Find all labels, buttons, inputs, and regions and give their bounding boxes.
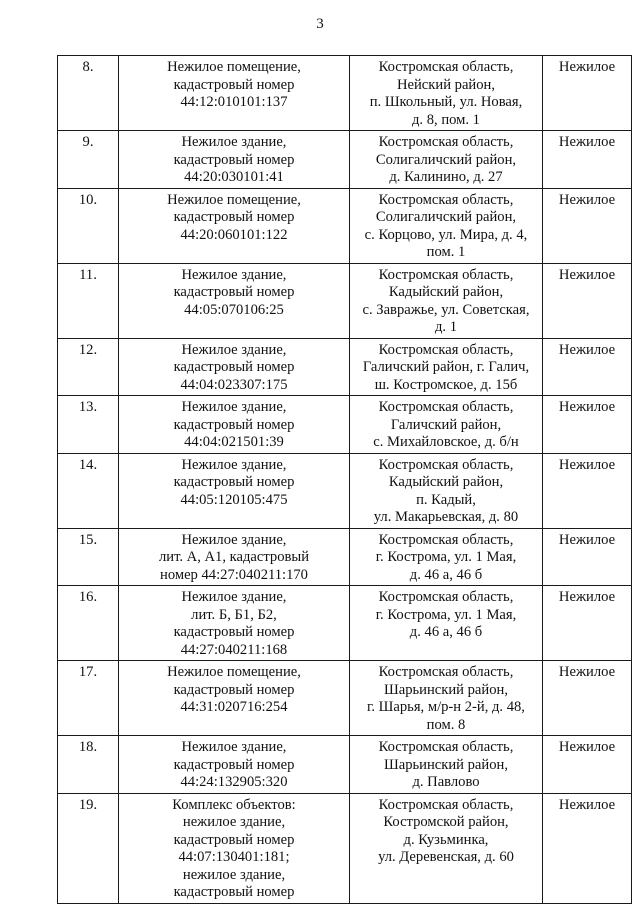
row-number: 11. xyxy=(58,263,119,338)
object-line: Нежилое помещение, xyxy=(167,664,301,680)
address-line: Шарьинский район, xyxy=(384,681,508,698)
property-table xyxy=(57,55,632,904)
object-line: кадастровый номер xyxy=(173,884,295,900)
object-description xyxy=(119,188,350,263)
object-line: 44:04:021501:39 xyxy=(184,434,284,450)
object-address xyxy=(350,56,543,131)
object-line: кадастровый номер xyxy=(173,284,295,300)
row-number: 8. xyxy=(58,56,119,131)
row-number: 15. xyxy=(58,528,119,586)
object-type: Нежилое xyxy=(543,793,632,903)
object-line: кадастровый номер xyxy=(173,416,295,433)
address-line: Костромская область, xyxy=(378,266,514,283)
address-line: Шарьинский район, xyxy=(384,756,508,773)
table-row xyxy=(58,263,632,338)
row-number: 18. xyxy=(58,736,119,794)
table-row xyxy=(58,453,632,528)
object-type: Нежилое xyxy=(543,661,632,736)
object-address xyxy=(350,263,543,338)
address-line: г. Кострома, ул. 1 Мая, xyxy=(375,549,517,565)
object-address xyxy=(350,793,543,903)
page-number: 3 xyxy=(316,16,324,32)
address-line: Костромская область, xyxy=(378,399,514,415)
object-line: 44:20:030101:41 xyxy=(184,169,284,185)
object-line: кадастровый номер xyxy=(173,756,295,773)
address-line: д. Кузьминка, xyxy=(403,831,489,848)
object-line: кадастровый номер xyxy=(173,209,295,225)
object-type: Нежилое xyxy=(543,263,632,338)
address-line: Костромская область, xyxy=(378,59,514,75)
object-line: кадастровый номер xyxy=(173,359,295,375)
address-line: Галичский район, xyxy=(390,416,502,433)
object-description xyxy=(119,736,350,794)
object-line: Нежилое здание, xyxy=(181,589,287,605)
object-line: Нежилое здание, xyxy=(181,341,287,358)
address-line: Костромская область, xyxy=(378,739,514,755)
row-number: 9. xyxy=(58,131,119,189)
row-number: 10. xyxy=(58,188,119,263)
object-address xyxy=(350,338,543,396)
object-address xyxy=(350,396,543,454)
object-type: Нежилое xyxy=(543,453,632,528)
address-line: Галичский район, г. Галич, xyxy=(362,359,530,375)
object-type: Нежилое xyxy=(543,528,632,586)
object-description xyxy=(119,528,350,586)
object-address xyxy=(350,736,543,794)
address-line: Костромской район, xyxy=(383,814,509,830)
address-line: д. 8, пом. 1 xyxy=(412,111,480,128)
object-line: Нежилое помещение, xyxy=(167,59,301,75)
object-line: 44:31:020716:254 xyxy=(180,699,288,715)
address-line: Костромская область, xyxy=(378,796,514,813)
object-type: Нежилое xyxy=(543,736,632,794)
object-line: Комплекс объектов: xyxy=(172,796,296,813)
row-number: 19. xyxy=(58,793,119,903)
address-line: д. Калинино, д. 27 xyxy=(389,169,503,185)
table-row xyxy=(58,131,632,189)
object-line: кадастровый номер xyxy=(173,76,295,93)
address-line: Солигаличский район, xyxy=(375,151,517,168)
table-row xyxy=(58,396,632,454)
table-row xyxy=(58,528,632,586)
address-line: г. Кострома, ул. 1 Мая, xyxy=(375,606,517,623)
object-description xyxy=(119,453,350,528)
address-line: с. Завражье, ул. Советская, xyxy=(362,301,530,318)
object-line: Нежилое помещение, xyxy=(167,191,301,208)
object-description xyxy=(119,338,350,396)
object-line: Нежилое здание, xyxy=(181,399,287,415)
table-row xyxy=(58,736,632,794)
object-description xyxy=(119,263,350,338)
table-row xyxy=(58,56,632,131)
object-address xyxy=(350,131,543,189)
address-line: ул. Макарьевская, д. 80 xyxy=(373,509,519,525)
address-line: с. Михайловское, д. б/н xyxy=(373,434,519,450)
object-line: 44:05:070106:25 xyxy=(184,301,284,318)
object-line: кадастровый номер xyxy=(173,681,295,698)
object-type: Нежилое xyxy=(543,338,632,396)
object-line: номер 44:27:040211:170 xyxy=(160,566,308,583)
object-address xyxy=(350,188,543,263)
row-number: 12. xyxy=(58,338,119,396)
address-line: д. Павлово xyxy=(412,774,480,790)
object-line: нежилое здание, xyxy=(182,866,286,883)
object-line: кадастровый номер xyxy=(173,474,295,490)
object-line: Нежилое здание, xyxy=(181,456,287,473)
object-address xyxy=(350,586,543,661)
address-line: пом. 8 xyxy=(426,716,466,733)
object-type: Нежилое xyxy=(543,396,632,454)
address-line: пом. 1 xyxy=(426,244,466,260)
object-address xyxy=(350,661,543,736)
object-description xyxy=(119,396,350,454)
address-line: Костромская область, xyxy=(378,191,514,208)
object-address xyxy=(350,528,543,586)
object-type: Нежилое xyxy=(543,131,632,189)
object-line: нежилое здание, xyxy=(182,814,286,830)
object-line: кадастровый номер xyxy=(173,831,295,848)
table-row xyxy=(58,338,632,396)
table-row xyxy=(58,586,632,661)
address-line: Костромская область, xyxy=(378,341,514,358)
address-line: п. Школьный, ул. Новая, xyxy=(369,94,523,110)
address-line: Костромская область, xyxy=(378,456,514,473)
address-line: ш. Костромское, д. 15б xyxy=(374,376,518,393)
address-line: д. 1 xyxy=(434,319,458,335)
address-line: Костромская область, xyxy=(378,664,514,680)
object-line: 44:05:120105:475 xyxy=(180,491,288,508)
address-line: г. Шарья, м/р-н 2-й, д. 48, xyxy=(367,699,525,715)
object-line: 44:27:040211:168 xyxy=(180,641,288,658)
object-line: лит. А, А1, кадастровый xyxy=(158,549,310,565)
object-line: 44:20:060101:122 xyxy=(180,226,288,243)
object-type: Нежилое xyxy=(543,188,632,263)
address-line: д. 46 а, 46 б xyxy=(409,566,483,583)
object-line: Нежилое здание, xyxy=(181,739,287,755)
address-line: Костромская область, xyxy=(378,589,514,605)
object-line: Нежилое здание, xyxy=(181,531,287,548)
object-description xyxy=(119,56,350,131)
object-type: Нежилое xyxy=(543,586,632,661)
object-line: Нежилое здание, xyxy=(181,134,287,150)
address-line: Кадыйский район, xyxy=(388,284,504,300)
address-line: Костромская область, xyxy=(378,134,514,150)
address-line: с. Корцово, ул. Мира, д. 4, xyxy=(364,226,528,243)
object-description xyxy=(119,661,350,736)
object-line: кадастровый номер xyxy=(173,151,295,168)
object-line: лит. Б, Б1, Б2, xyxy=(191,606,277,623)
table-row xyxy=(58,793,632,903)
property-table-body xyxy=(58,56,632,904)
object-description xyxy=(119,586,350,661)
address-line: ул. Деревенская, д. 60 xyxy=(378,849,514,865)
object-description xyxy=(119,131,350,189)
address-line: Нейский район, xyxy=(396,76,495,93)
object-description xyxy=(119,793,350,903)
address-line: д. 46 а, 46 б xyxy=(409,624,483,640)
table-row xyxy=(58,188,632,263)
object-line: 44:12:010101:137 xyxy=(180,94,288,110)
object-line: 44:24:132905:320 xyxy=(180,774,288,790)
row-number: 16. xyxy=(58,586,119,661)
table-row xyxy=(58,661,632,736)
row-number: 14. xyxy=(58,453,119,528)
row-number: 17. xyxy=(58,661,119,736)
row-number: 13. xyxy=(58,396,119,454)
address-line: Солигаличский район, xyxy=(375,209,517,225)
object-line: Нежилое здание, xyxy=(181,266,287,283)
object-address xyxy=(350,453,543,528)
address-line: Кадыйский район, xyxy=(388,474,504,490)
object-line: кадастровый номер xyxy=(173,624,295,640)
object-type: Нежилое xyxy=(543,56,632,131)
address-line: Костромская область, xyxy=(378,531,514,548)
object-line: 44:07:130401:181; xyxy=(178,849,290,865)
address-line: п. Кадый, xyxy=(416,491,476,508)
object-line: 44:04:023307:175 xyxy=(180,376,288,393)
